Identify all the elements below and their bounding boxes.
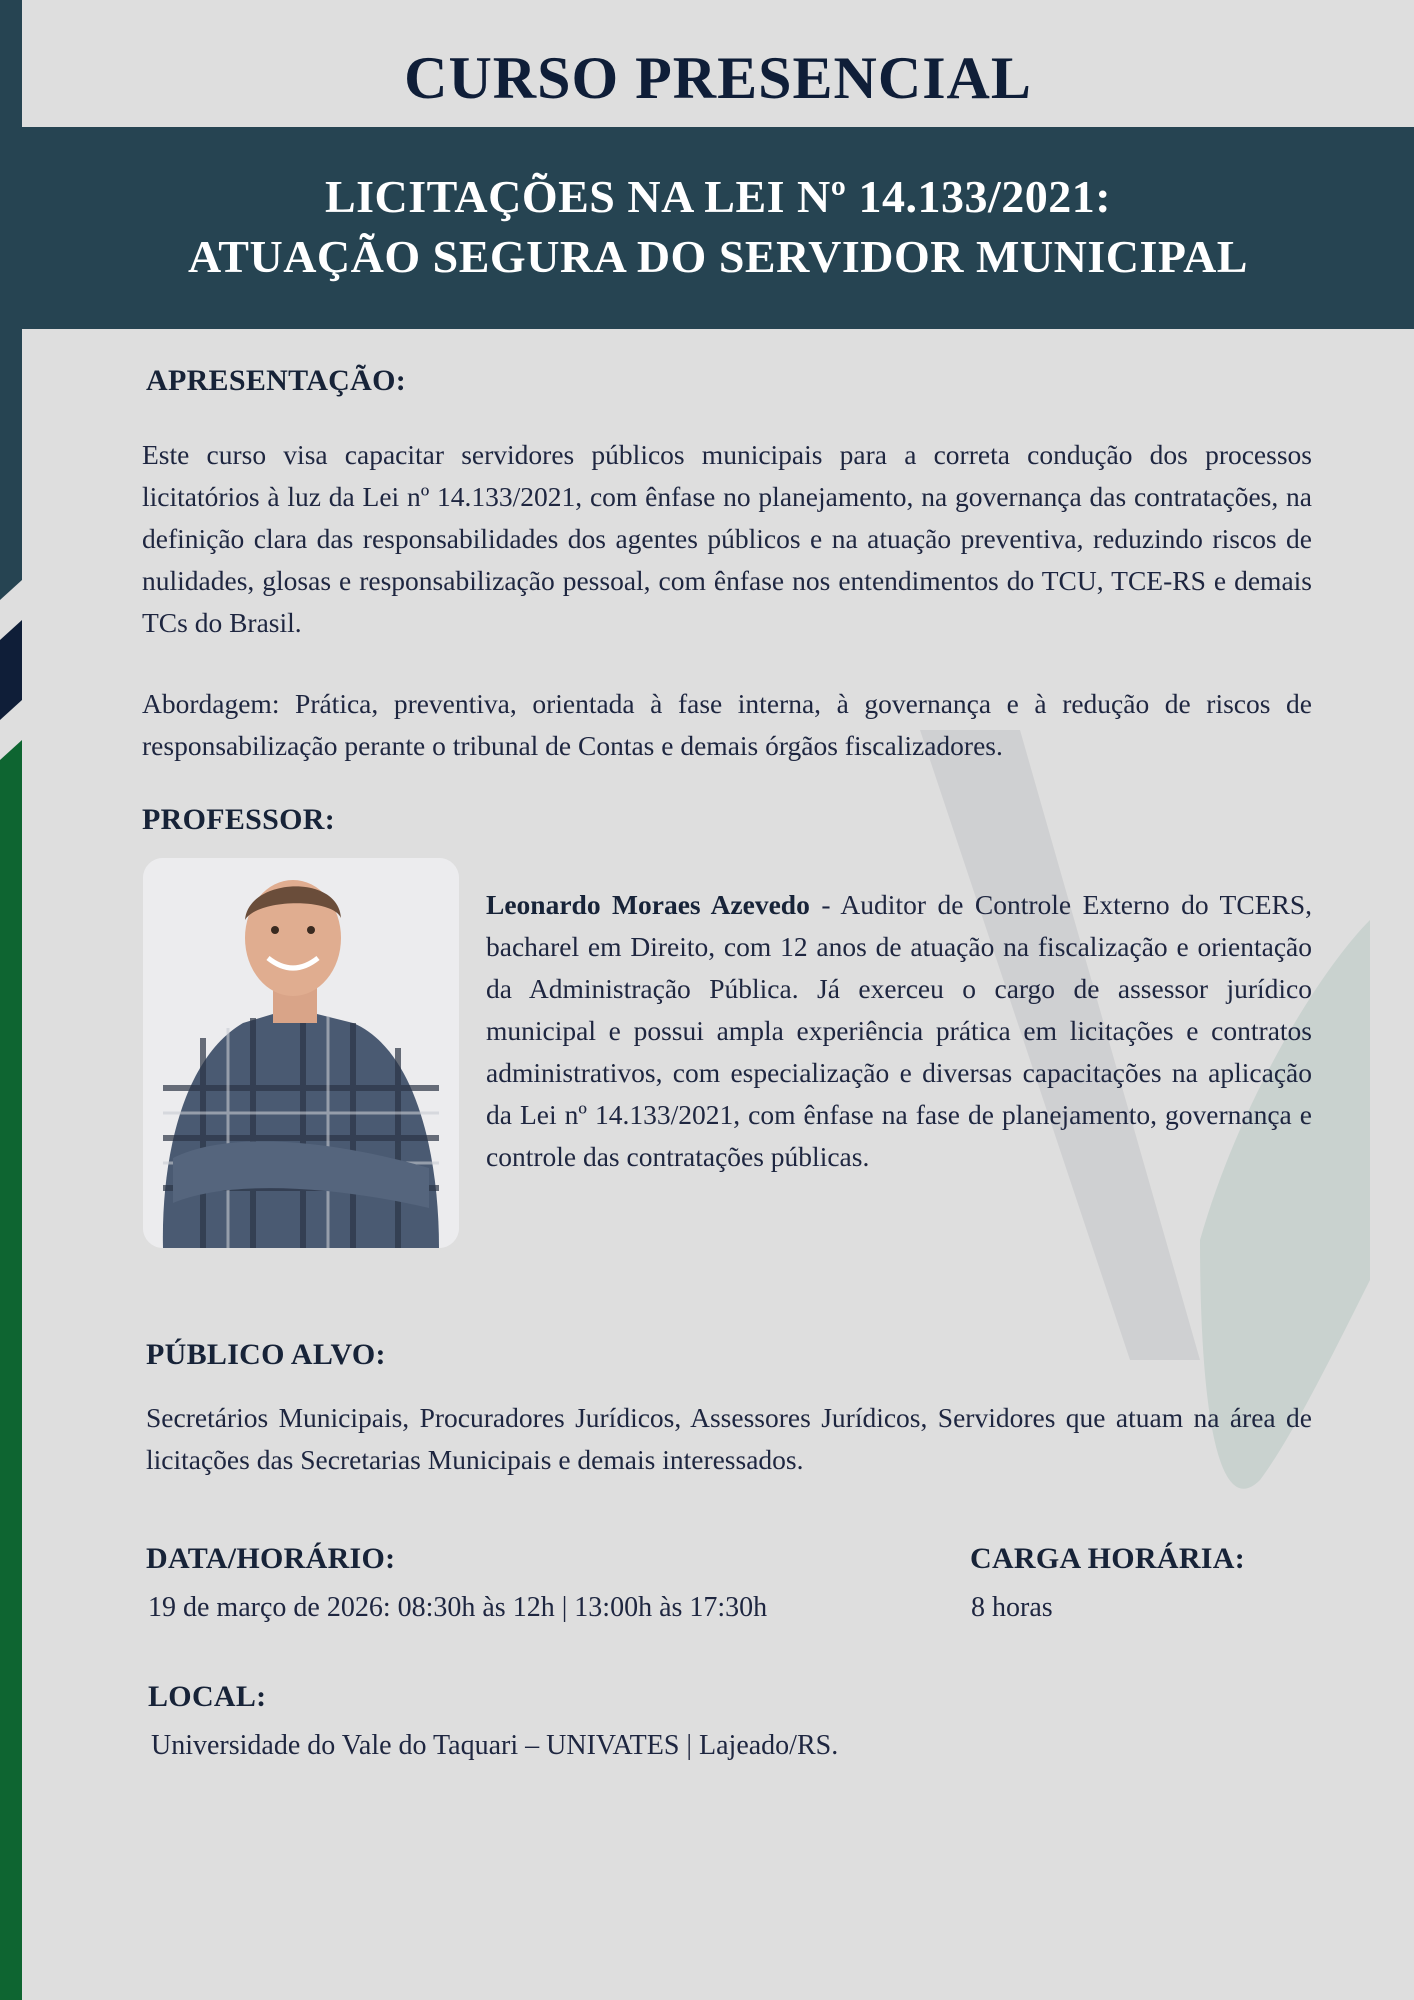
location-heading: LOCAL:: [148, 1680, 267, 1713]
left-decorative-bar: [0, 0, 22, 2000]
schedule-text: 19 de março de 2026: 08:30h às 12h | 13:00h às 17:30h: [148, 1592, 768, 1623]
professor-photo: [143, 858, 459, 1248]
presentation-heading: APRESENTAÇÃO:: [146, 364, 407, 397]
professor-name: Leonardo Moraes Azevedo: [486, 889, 810, 920]
audience-heading: PÚBLICO ALVO:: [146, 1338, 386, 1371]
course-title-line1: LICITAÇÕES NA LEI Nº 14.133/2021:: [324, 171, 1112, 222]
workload-heading: CARGA HORÁRIA:: [970, 1542, 1246, 1575]
course-title-line2: ATUAÇÃO SEGURA DO SERVIDOR MUNICIPAL: [188, 231, 1248, 282]
location-text: Universidade do Vale do Taquari – UNIVATES | Lajeado/RS.: [151, 1730, 839, 1761]
approach-text: Abordagem: Prática, preventiva, orientada à fase interna, à governança e à redução de riscos de responsabilização perante o tribunal de Contas e demais órgãos fiscalizadores.: [142, 688, 1312, 761]
workload-text: 8 horas: [971, 1592, 1053, 1623]
audience-text: Secretários Municipais, Procuradores Jurídicos, Assessores Jurídicos, Servidores que atuam na área de licitações das Secretarias Municipais e demais interessados.: [146, 1402, 1312, 1475]
title-banner: [22, 127, 1414, 329]
professor-heading: PROFESSOR:: [142, 803, 336, 836]
course-type-title: CURSO PRESENCIAL: [404, 45, 1032, 111]
schedule-heading: DATA/HORÁRIO:: [146, 1542, 396, 1575]
professor-bio-text: - Auditor de Controle Externo do TCERS, bacharel em Direito, com 12 anos de atuação na fiscalização e orientação da Administração Pública. Já exerceu o cargo de assessor jurídico municipal e possui ampla experiência prática em licitações e contratos administrativos, com especialização e diversas capacitações na aplicação da Lei nº 14.133/2021, com ênfase na fase de planejamento, governança e controle das contratações públicas.: [486, 889, 1313, 1172]
professor-bio: [486, 884, 1312, 1178]
presentation-text: Este curso visa capacitar servidores públicos municipais para a correta condução dos processos licitatórios à luz da Lei nº 14.133/2021, com ênfase no planejamento, na governança das contratações, na definição clara das responsabilidades dos agentes públicos e na atuação preventiva, reduzindo riscos de nulidades, glosas e responsabilização pessoal, com ênfase nos entendimentos do TCU, TCE-RS e demais TCs do Brasil.: [142, 439, 1312, 638]
